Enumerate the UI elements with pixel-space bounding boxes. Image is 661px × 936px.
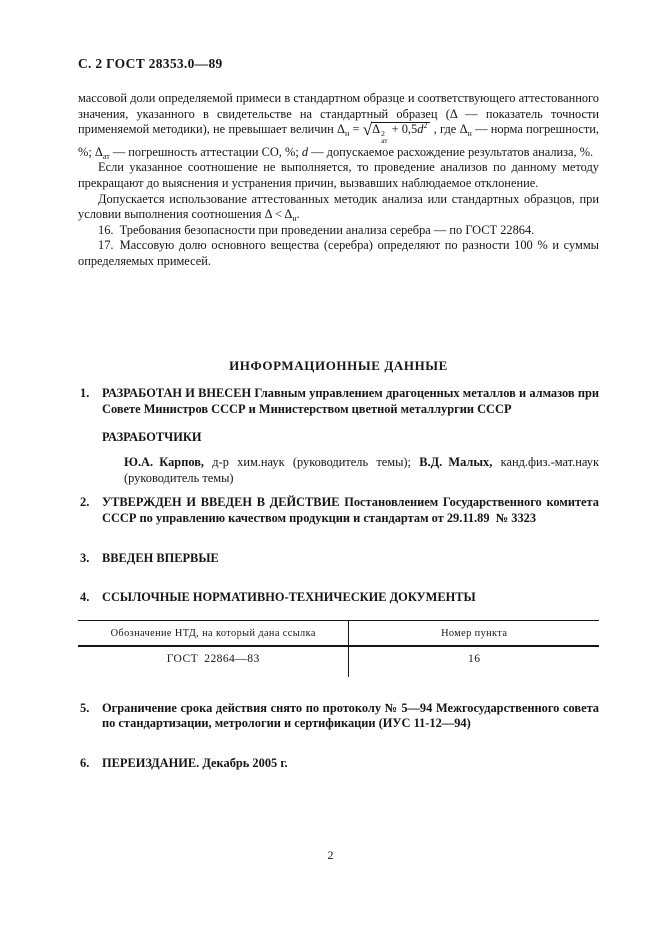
body-paragraph-3 [78,192,599,223]
item-caps-text: ССЫЛОЧНЫЕ НОРМАТИВНО-ТЕХНИЧЕСКИЕ ДОКУМЕНТЫ [102,590,476,605]
radicand-coefficient: 0,5 [401,122,418,137]
item-number: 1. [80,386,90,400]
radicand-subscript: ат [381,135,388,145]
running-header: С. 2 ГОСТ 28353.0—89 [78,56,223,71]
info-item-1-developed [78,386,599,417]
delta-n-subscript: н [467,129,472,139]
radicand-delta-supsub [381,131,387,145]
delta-n-symbol: Δ [459,122,468,137]
developers-names [78,455,599,486]
body-paragraph-2: Если указанное соотношение не выполняется, то проведение анализов по данному методу прекращают до выяснения и устранения причин, вызвавших наблюдаемое отклонение. [78,160,599,190]
d-symbol: d [301,144,309,159]
radical-sign: √ [362,120,373,140]
radicand-d: d [417,122,424,137]
item-rest-text: Постановлением Государственного комитета СССР по управлению качеством продукции и стандартам от 29.11.89 № 3323 [102,495,599,525]
item-caps-text: РАЗРАБОТАН И ВНЕСЕН [102,386,255,400]
informational-data-section [78,358,599,772]
radicand-superscript: 2 [381,129,385,139]
item-rest-text: Главным управлением драгоценных металлов и алмазов при Совете Министров СССР и Министерством цветной металлургии СССР [102,386,599,416]
item-rest-text: Ограничение срока действия снято по протоколу № 5—94 Межгосударственного совета по стандартизации, метрологии и сертификации (ИУС 11-12—94) [102,700,599,731]
page-number: 2 [327,848,334,862]
formula-delta-subscript: н [344,129,350,139]
paragraph-lead-text: массовой доли определяемой примеси в стандартном образце и соответствующего аттестованного значения, указанного в свидетельстве на стандартный образец (Δ — показатель точности применяемой методики), не превышает величин [78,91,599,137]
developer-name-2: В.Д. Малых, [419,455,493,470]
body-paragraph-continuation [78,91,599,160]
reference-documents-table [78,620,599,677]
norm-definition-text: — норма погрешности, %; [78,122,599,159]
developer-role-2: канд.физ.-мат.наук (руководитель темы) [124,455,599,485]
d-definition-text: — допускаемое расхождение результатов анализа, %. [308,144,594,159]
item-caps-text: ВВЕДЕН ВПЕРВЫЕ [102,550,219,565]
radicand-d-superscript: 2 [423,121,428,131]
item-caps-text: ПЕРЕИЗДАНИЕ. [102,755,203,770]
table-cell-clause-number: 16 [468,651,481,665]
section-title: ИНФОРМАЦИОННЫЕ ДАННЫЕ [229,358,448,373]
formula-delta: Δ [337,122,345,137]
delta-at-symbol: Δ [94,144,103,159]
item-number: 4. [80,590,90,605]
info-item-5-validity-limit [78,701,599,732]
developer-name-1: Ю.А. Карпов, [124,455,205,470]
relation-subscript: н [292,214,297,224]
item-number: 2. [80,495,90,510]
radicand-plus: + [388,122,402,137]
item-number: 3. [80,550,90,565]
radicand [371,122,430,145]
attestation-definition-text: — погрешность аттестации СО, %; [109,144,302,159]
formula-equals: = [349,122,363,137]
info-item-2-approved [78,495,599,526]
table-header-clause-number: Номер пункта [349,620,599,646]
table-header-row [78,620,599,646]
info-item-6-reissue [78,756,599,772]
item-rest-text: Декабрь 2005 г. [202,755,288,770]
clause-17: 17. Массовую долю основного вещества (серебра) определяют по разности 100 % и суммы определяемых примесей. [78,238,599,268]
paragraph-3-text: Допускается использование аттестованных методик анализа или стандартных образцов, при условии выполнения соотношения [78,191,599,222]
error-norm-formula [337,120,430,145]
table-header-ntd-designation: Обозначение НТД, на который дана ссылка [78,620,349,646]
table-cell-gost-reference: ГОСТ 22864—83 [78,646,349,677]
main-text-block [78,56,599,270]
paragraph-tail-text: , где [430,122,460,137]
table-row [78,646,599,677]
item-number: 6. [80,755,90,770]
info-item-3-first-edition [78,551,599,567]
developer-role-1: д-р хим.наук (руководитель темы); [204,455,420,470]
radicand-delta: Δ [372,122,381,137]
delta-at-subscript: ат [102,151,110,161]
relation-symbols: Δ < Δ [264,207,293,222]
item-number: 5. [80,700,90,715]
item-caps-text: УТВЕРЖДЕН И ВВЕДЕН В ДЕЙСТВИЕ [102,495,345,510]
info-item-4-reference-docs [78,590,599,606]
developers-heading: РАЗРАБОТЧИКИ [102,430,202,445]
paragraph-3-period: . [296,207,300,222]
clause-16: 16. Требования безопасности при проведении анализа серебра — по ГОСТ 22864. [98,222,535,237]
